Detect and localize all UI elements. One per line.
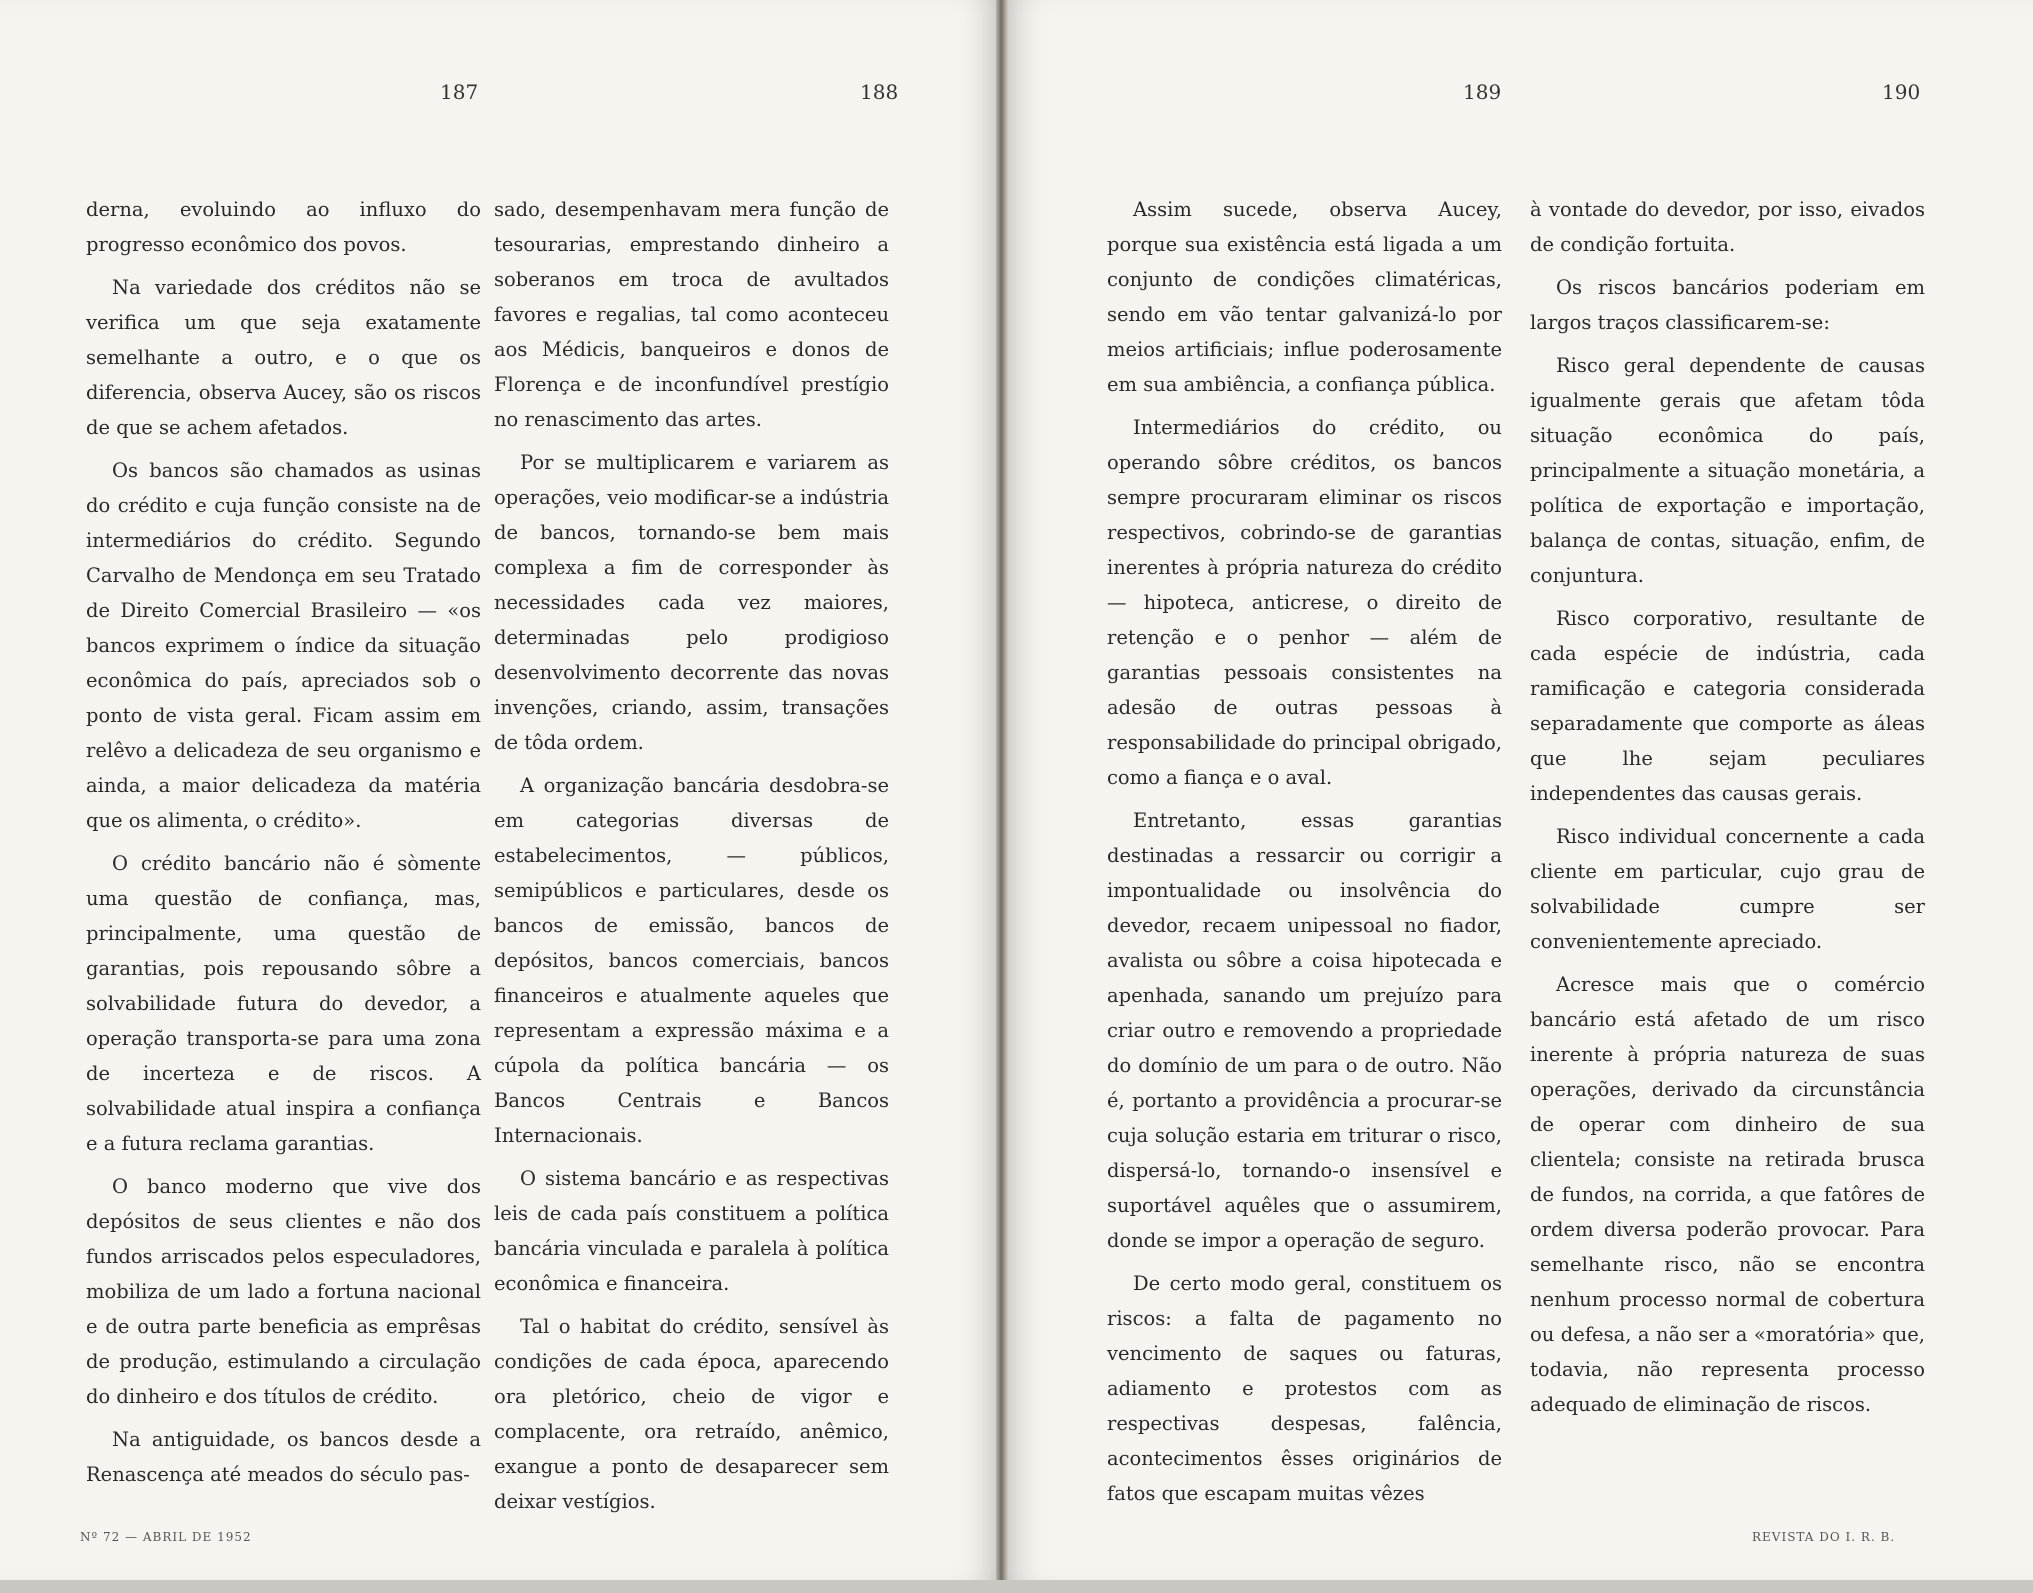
paragraph: sado, desempenhavam mera função de tesourarias, emprestando dinheiro a soberanos em troca de avultados favores e regalias, tal como aconteceu aos Médicis, banqueiros e donos de Florença e de inconfundível prestígio no renascimento das artes. — [494, 198, 889, 431]
text-column-page-189 — [1107, 192, 1502, 1519]
page-number-189: 189 — [1463, 80, 1502, 104]
text-column-page-187 — [86, 192, 481, 1500]
paragraph: O crédito bancário não é sòmente uma questão de confiança, mas, principalmente, uma questão de garantias, pois repousando sôbre a solvabilidade futura do devedor, a operação transporta-se para uma zona de incerteza e de riscos. A solvabilidade atual inspira a confiança e a futura reclama garantias. — [86, 852, 481, 1155]
paragraph: Tal o habitat do crédito, sensível às condições de cada época, aparecendo ora pletórico, cheio de vigor e complacente, ora retraído, anêmico, exangue a ponto de desaparecer sem deixar vestígios. — [494, 1315, 889, 1513]
paragraph: O sistema bancário e as respectivas leis de cada país constituem a política bancária vinculada e paralela à política econômica e financeira. — [494, 1167, 889, 1295]
book-gutter — [996, 0, 1008, 1593]
paragraph: Acresce mais que o comércio bancário está afetado de um risco inerente à própria natureza de suas operações, derivado da circunstância de operar com dinheiro de sua clientela; consiste na retirada brusca de fundos, na corrida, a que fatôres de ordem diversa poderão provocar. Para semelhante risco, não se encontra nenhum processo normal de cobertura ou defesa, a não ser a «moratória» que, todavia, não representa processo adequado de eliminação de riscos. — [1530, 973, 1925, 1416]
paragraph: Risco geral dependente de causas igualmente gerais que afetam tôda situação econômica do país, principalmente a situação monetária, a política de exportação e importação, balança de contas, situação, enfim, de conjuntura. — [1530, 354, 1925, 587]
paragraph: Na antiguidade, os bancos desde a Renascença até meados do século pas- — [86, 1428, 481, 1486]
text-column-page-188 — [494, 192, 889, 1527]
paragraph: De certo modo geral, constituem os riscos: a falta de pagamento no vencimento de saques ou faturas, adiamento e protestos com as respectivas despesas, falência, acontecimentos êsses originários de fatos que escapam muitas vêzes — [1107, 1272, 1502, 1505]
paragraph: Por se multiplicarem e variarem as operações, veio modificar-se a indústria de bancos, tornando-se bem mais complexa a fim de corresponder às necessidades cada vez maiores, determinadas pelo prodigioso desenvolvimento decorrente das novas invenções, criando, assim, transações de tôda ordem. — [494, 451, 889, 754]
paragraph: Os riscos bancários poderiam em largos traços classificarem-se: — [1530, 276, 1925, 334]
paragraph: Risco individual concernente a cada cliente em particular, cujo grau de solvabilidade cumpre ser convenientemente apreciado. — [1530, 825, 1925, 953]
page-number-187: 187 — [440, 80, 479, 104]
paragraph: Na variedade dos créditos não se verifica um que seja exatamente semelhante a outro, e o que os diferencia, observa Aucey, são os riscos de que se achem afetados. — [86, 276, 481, 439]
paragraph: A organização bancária desdobra-se em categorias diversas de estabelecimentos, — públicos, semipúblicos e particulares, desde os bancos de emissão, bancos de depósitos, bancos comerciais, bancos financeiros e atualmente aqueles que representam a expressão máxima e a cúpola da política bancária — os Bancos Centrais e Bancos Internacionais. — [494, 774, 889, 1147]
paragraph: derna, evoluindo ao influxo do progresso econômico dos povos. — [86, 198, 481, 256]
issue-footer: Nº 72 — ABRIL DE 1952 — [80, 1530, 252, 1544]
paragraph: Os bancos são chamados as usinas do crédito e cuja função consiste na de intermediários do crédito. Segundo Carvalho de Mendonça em seu Tratado de Direito Comercial Brasileiro — «os bancos exprimem o índice da situação econômica do país, apreciados sob o ponto de vista geral. Ficam assim em relêvo a delicadeza de seu organismo e ainda, a maior delicadeza da matéria que os alimenta, o crédito». — [86, 459, 481, 832]
paragraph: Entretanto, essas garantias destinadas a ressarcir ou corrigir a impontualidade ou insolvência do devedor, recaem unipessoal no fiador, avalista ou sôbre a coisa hipotecada e apenhada, sanando um prejuízo para criar outro e removendo a propriedade do domínio de um para o de outro. Não é, portanto a providência a procurar-se cuja solução estaria em triturar o risco, dispersá-lo, tornando-o insensível e suportável aquêles que o assumirem, donde se impor a operação de seguro. — [1107, 809, 1502, 1252]
page-number-190: 190 — [1882, 80, 1921, 104]
paragraph: Risco corporativo, resultante de cada espécie de indústria, cada ramificação e categoria considerada separadamente que comporte as áleas que lhe sejam peculiares independentes das causas gerais. — [1530, 607, 1925, 805]
scan-edge — [0, 1580, 2033, 1593]
paragraph: O banco moderno que vive dos depósitos de seus clientes e não dos fundos arriscados pelos especuladores, mobiliza de um lado a fortuna nacional e de outra parte beneficia as emprêsas de produção, estimulando a circulação do dinheiro e dos títulos de crédito. — [86, 1175, 481, 1408]
paragraph: Intermediários do crédito, ou operando sôbre créditos, os bancos sempre procuraram eliminar os riscos respectivos, cobrindo-se de garantias inerentes à própria natureza do crédito — hipoteca, anticrese, o direito de retenção e o penhor — além de garantias pessoais consistentes na adesão de outras pessoas à responsabilidade do principal obrigado, como a fiança e o aval. — [1107, 416, 1502, 789]
paragraph: Assim sucede, observa Aucey, porque sua existência está ligada a um conjunto de condições climatéricas, sendo em vão tentar galvanizá-lo por meios artificiais; influe poderosamente em sua ambiência, a confiança pública. — [1107, 198, 1502, 396]
text-column-page-190 — [1530, 192, 1925, 1430]
paragraph: à vontade do devedor, por isso, eivados de condição fortuita. — [1530, 198, 1925, 256]
journal-footer: REVISTA DO I. R. B. — [1752, 1530, 1896, 1544]
page-number-188: 188 — [860, 80, 899, 104]
